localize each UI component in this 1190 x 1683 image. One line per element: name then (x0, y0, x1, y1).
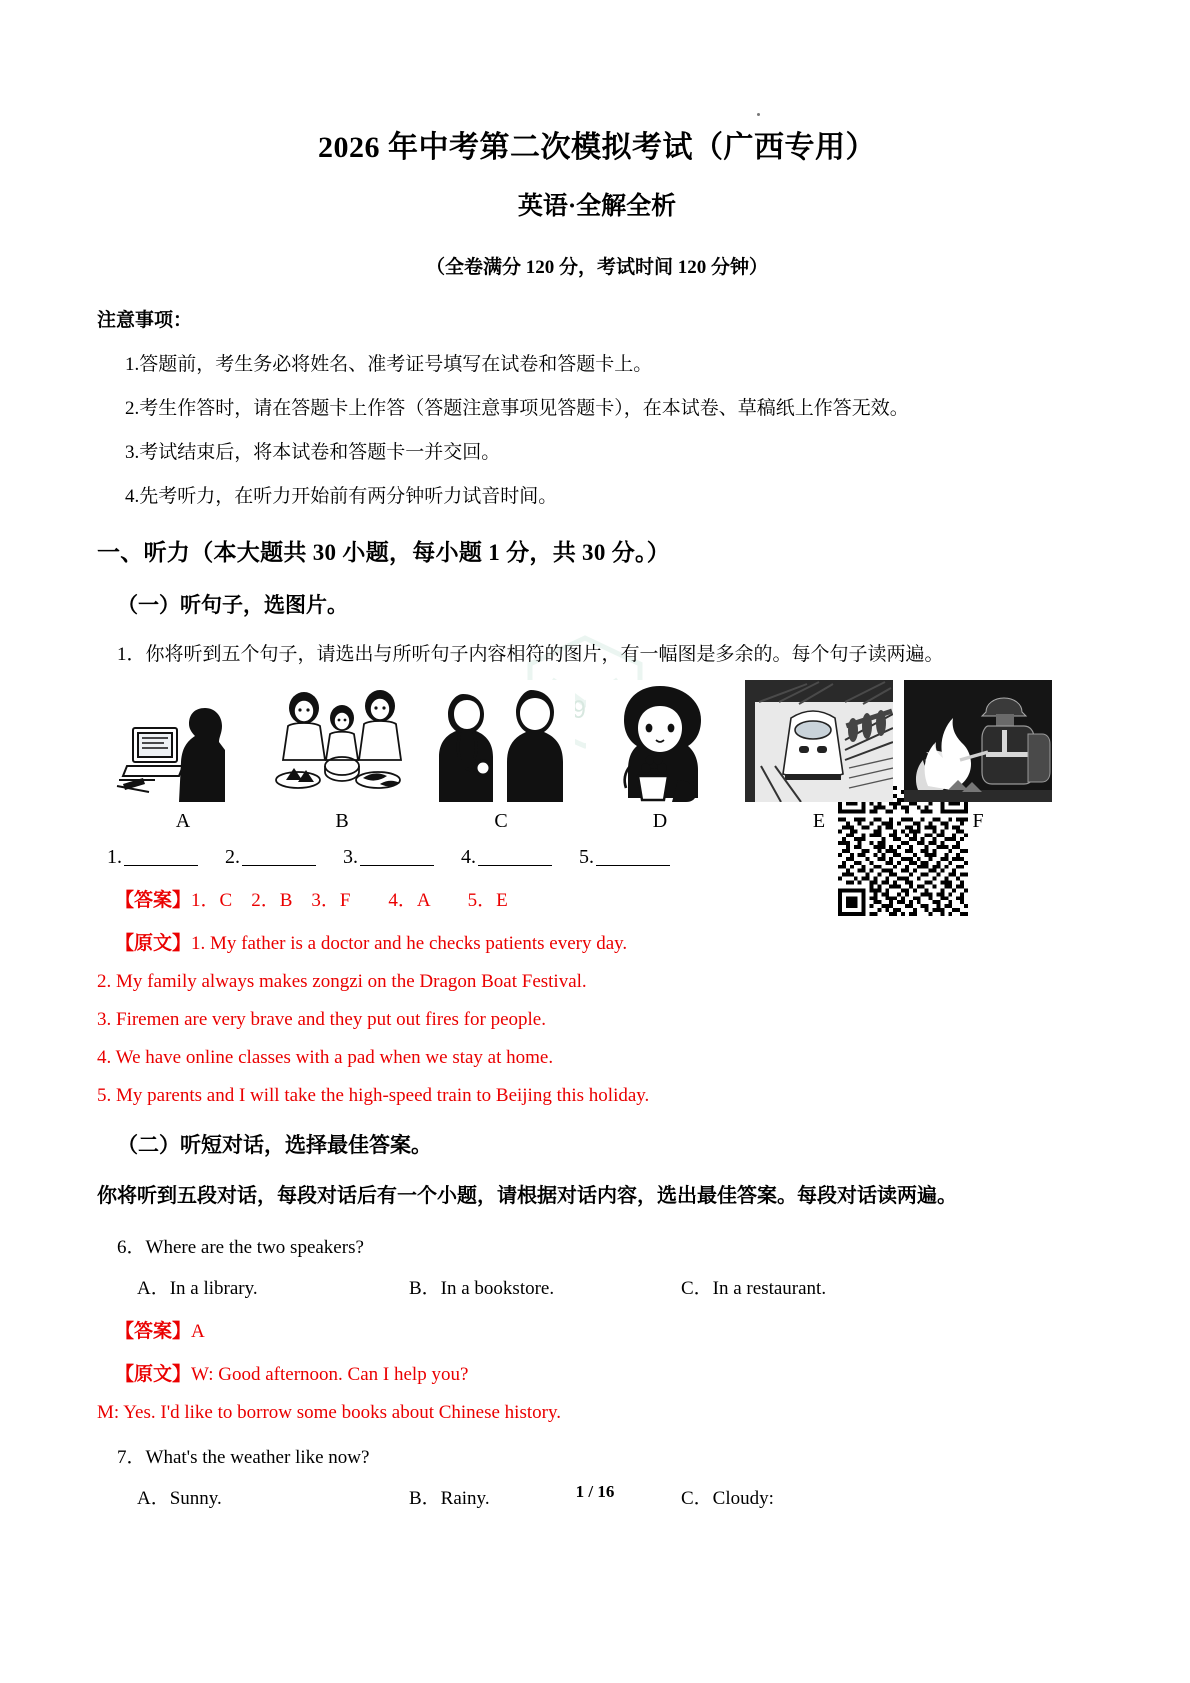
question-6-stem (97, 1232, 1097, 1259)
section-title-listening: 一、听力（本大题共 30 小题，每小题 1 分，共 30 分。） (97, 540, 671, 565)
picture-label: B (335, 810, 349, 832)
question-number: 7． (117, 1447, 146, 1468)
blank-line[interactable] (360, 865, 434, 866)
note-item: 2.考生作答时，请在答题卡上作答（答题注意事项见答题卡），在本试卷、草稿纸上作答无效。 (125, 398, 909, 419)
page-subtitle: 英语·全解全析 (517, 193, 677, 220)
blank-number: 2. (225, 846, 240, 868)
picture-label: E (812, 810, 826, 832)
script-text: W: Good afternoon. Can I help you? (191, 1364, 469, 1385)
blank-item[interactable] (579, 846, 670, 869)
blank-item[interactable] (225, 846, 316, 869)
high-speed-train-image (745, 680, 893, 802)
picture-options-strip (109, 680, 1097, 833)
question-text: Where are the two speakers? (145, 1237, 364, 1258)
child-holding-plant-image (586, 680, 734, 802)
option-c[interactable]: C．Cloudy: (681, 1488, 774, 1509)
picture-option-c[interactable] (427, 680, 575, 833)
script-line: M: Yes. I'd like to borrow some books about Chinese history. (97, 1402, 561, 1423)
note-item: 1.答题前，考生务必将姓名、准考证号填写在试卷和答题卡上。 (125, 354, 653, 375)
script-line (97, 1359, 1097, 1386)
answer-tag: 【答案】 (115, 1321, 192, 1342)
question-text: What's the weather like now? (145, 1447, 370, 1468)
blank-line[interactable] (242, 865, 316, 866)
picture-option-d[interactable] (586, 680, 734, 833)
picture-option-f[interactable] (904, 680, 1052, 833)
script-line: 5. My parents and I will take the high-speed train to Beijing this holiday. (97, 1085, 650, 1106)
picture-option-a[interactable] (109, 680, 257, 833)
blank-number: 1. (107, 846, 122, 868)
note-item: 4.先考听力，在听力开始前有两分钟听力试音时间。 (125, 486, 558, 507)
script-line: 2. My family always makes zongzi on the Dragon Boat Festival. (97, 971, 587, 992)
page-footer: 1 / 16 (575, 1482, 615, 1501)
picture-label: D (652, 810, 668, 832)
answer-line (97, 885, 1097, 912)
blank-item[interactable] (461, 846, 552, 869)
option-a[interactable]: A．In a library. (137, 1278, 258, 1299)
doctor-checking-patient-image (427, 680, 575, 802)
option-a[interactable]: A．Sunny. (137, 1488, 222, 1509)
picture-label: F (972, 810, 984, 832)
script-line (97, 928, 1097, 955)
script-text: 1. My father is a doctor and he checks patients every day. (191, 933, 628, 954)
option-c[interactable]: C．In a restaurant. (681, 1278, 827, 1299)
page-title: 2026 年中考第二次模拟考试（广西专用） (318, 131, 876, 164)
family-making-zongzi-image (268, 680, 416, 802)
answer-line (97, 1316, 1097, 1343)
blank-number: 4. (461, 846, 476, 868)
picture-label: A (175, 810, 191, 832)
script-tag: 【原文】 (115, 933, 192, 954)
blank-number: 3. (343, 846, 358, 868)
script-line: 4. We have online classes with a pad when we stay at home. (97, 1047, 554, 1068)
question-1-instruction: 1．你将听到五个句子，请选出与所听句子内容相符的图片，有一幅图是多余的。每个句子读两遍。 (117, 644, 944, 665)
blank-line[interactable] (478, 865, 552, 866)
notes-heading: 注意事项： (97, 310, 193, 331)
blank-item[interactable] (107, 846, 198, 869)
subsection-title-pictures: （一）听句子，选图片。 (117, 593, 348, 617)
answer-tag: 【答案】 (115, 890, 192, 911)
blank-line[interactable] (596, 865, 670, 866)
online-class-with-pad-image (109, 680, 257, 802)
answer-value: A (191, 1321, 205, 1342)
script-tag: 【原文】 (115, 1364, 192, 1385)
picture-label: C (494, 810, 508, 832)
question-6-options (97, 1273, 1097, 1300)
dialogue-instruction: 你将听到五段对话，每段对话后有一个小题，请根据对话内容，选出最佳答案。每段对话读两遍。 (97, 1185, 957, 1207)
blank-number: 5. (579, 846, 594, 868)
option-b[interactable]: B．Rainy. (409, 1488, 490, 1509)
script-line: 3. Firemen are very brave and they put out fires for people. (97, 1009, 546, 1030)
subsection-title-dialogues: （二）听短对话，选择最佳答案。 (117, 1133, 432, 1157)
note-item: 3.考试结束后，将本试卷和答题卡一并交回。 (125, 442, 501, 463)
fireman-putting-out-fire-image (904, 680, 1052, 802)
picture-option-b[interactable] (268, 680, 416, 833)
question-7-stem (97, 1442, 1097, 1469)
blank-item[interactable] (343, 846, 434, 869)
answer-blank-row (107, 846, 1097, 869)
blank-line[interactable] (124, 865, 198, 866)
exam-meta: （全卷满分 120 分，考试时间 120 分钟） (425, 257, 768, 278)
question-number: 6． (117, 1237, 146, 1258)
option-b[interactable]: B．In a bookstore. (409, 1278, 555, 1299)
answer-value: 1．C 2．B 3．F 4．A 5．E (191, 890, 508, 911)
picture-option-e[interactable] (745, 680, 893, 833)
